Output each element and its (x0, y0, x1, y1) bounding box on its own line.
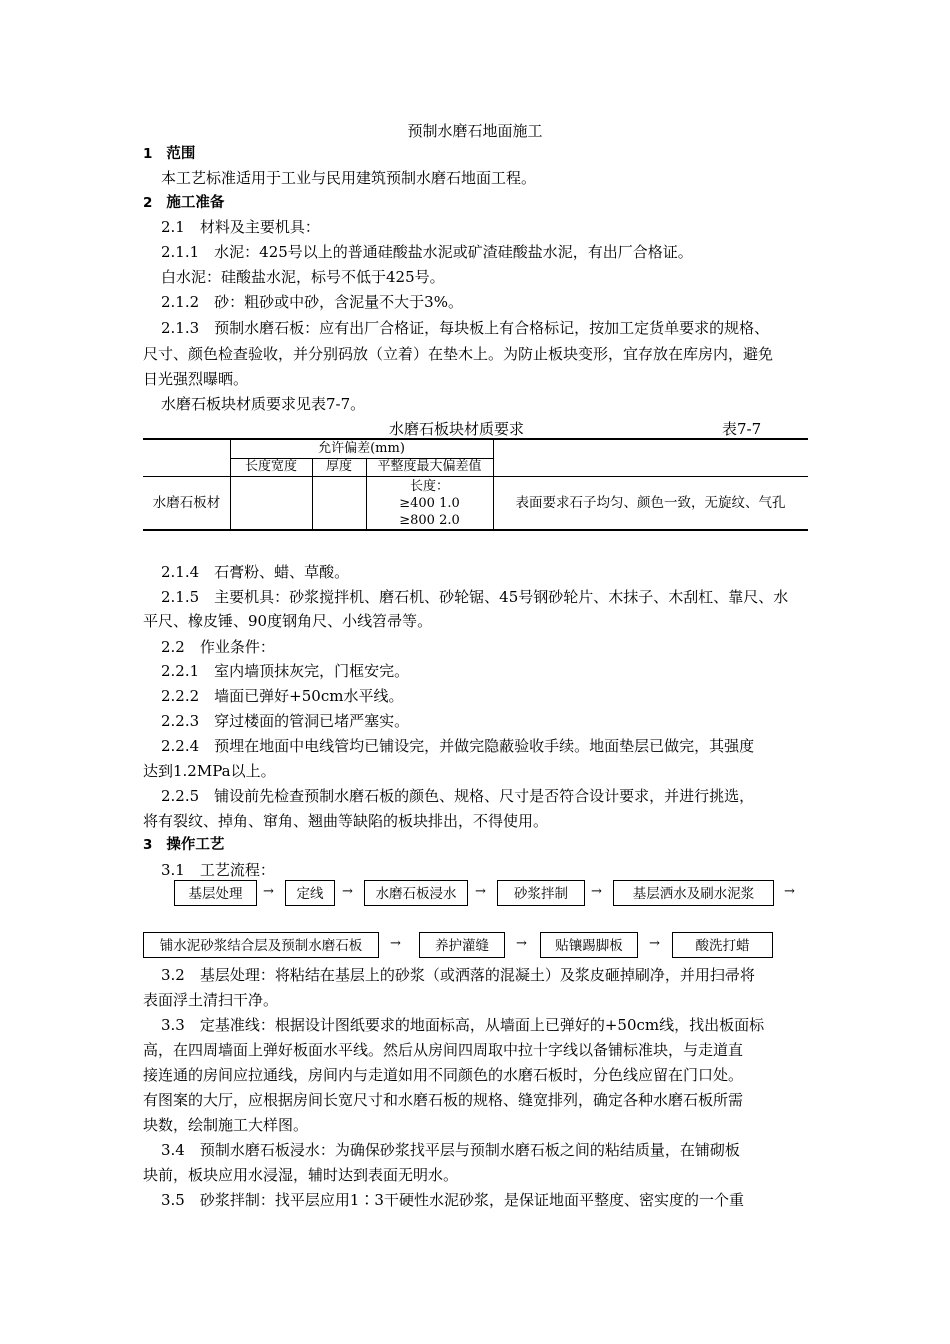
paragraph-3-3-line5: 块数，绘制施工大样图。 (143, 1116, 309, 1134)
table-col-flatness: 平整度最大偏差值 (377, 459, 482, 474)
flow-arrow-3: → (475, 884, 486, 899)
flow-arrow-4: → (591, 884, 602, 899)
table-col-thickness: 厚度 (325, 459, 352, 474)
table-row-name: 水磨石板材 (152, 495, 221, 511)
table-caption: 水磨石板块材质要求 (389, 420, 525, 438)
paragraph-2-2-3: 2.2.3 穿过楼面的管洞已堵严塞实。 (161, 712, 410, 730)
flow-step-wet-base-cement-slurry: 基层洒水及刷水泥浆 (613, 880, 774, 906)
table-col-length-width: 长度宽度 (244, 459, 297, 474)
flow-arrow-7: → (516, 936, 527, 951)
paragraph-2-2-4-line1: 2.2.4 预埋在地面中电线管均已铺设完，并做完隐蔽验收手续。地面垫层已做完，其强度 (161, 737, 755, 755)
flow-arrow-1: → (263, 884, 274, 899)
table-header-bottom-rule (143, 476, 808, 477)
flow-step-lay-mortar-and-slabs: 铺水泥砂浆结合层及预制水磨石板 (143, 932, 379, 958)
paragraph-2-1-3-line2: 尺寸、颜色检查验收，并分别码放（立着）在垫木上。为防止板块变形，宜存放在库房内，避免 (143, 345, 774, 363)
section-3-heading (143, 834, 813, 856)
section-1-number: 1 (143, 146, 153, 162)
section-2-title: 施工准备 (166, 195, 225, 211)
paragraph-3-2-line2: 表面浮土清扫干净。 (143, 991, 279, 1009)
paragraph-3-5-line1: 3.5 砂浆拌制：找平层应用1∶3干硬性水泥砂浆，是保证地面平整度、密实度的一个重 (161, 1191, 744, 1209)
paragraph-2-1: 2.1 材料及主要机具： (161, 218, 320, 236)
flow-step-acid-wash-wax: 酸洗打蜡 (672, 932, 773, 958)
paragraph-2-2-1: 2.2.1 室内墙顶抹灰完，门框安完。 (161, 662, 410, 680)
flow-step-mix-mortar: 砂浆拌制 (497, 880, 585, 906)
paragraph-2-1-3-line1: 2.1.3 预制水磨石板：应有出厂合格证，每块板上有合格标记，按加工定货单要求的规格、 (161, 319, 770, 337)
paragraph-2-1-3-table-ref: 水磨石板块材质要求见表7-7。 (161, 395, 366, 413)
table-top-rule (143, 438, 808, 440)
section-3-title: 操作工艺 (166, 837, 225, 853)
section-1-heading (143, 143, 813, 165)
flow-step-cure-grout: 养护灌缝 (419, 932, 505, 958)
document-title: 预制水磨石地面施工 (407, 122, 543, 140)
section-1-text: 本工艺标准适用于工业与民用建筑预制水磨石地面工程。 (161, 169, 537, 187)
paragraph-2-2-2: 2.2.2 墙面已弹好+50cm水平线。 (161, 687, 404, 705)
paragraph-3-3-line2: 高，在四周墙面上弹好板面水平线。然后从房间四周取中拉十字线以备铺标准块，与走道直 (143, 1041, 744, 1059)
section-3-number: 3 (143, 837, 153, 853)
table-group-header: 允许偏差(mm) (318, 441, 405, 456)
paragraph-2-2-5-line1: 2.2.5 铺设前先检查预制水磨石板的颜色、规格、尺寸是否符合设计要求，并进行挑选， (161, 787, 755, 805)
flow-step-base-treatment: 基层处理 (174, 880, 257, 906)
paragraph-3-1: 3.1 工艺流程： (161, 861, 275, 879)
table-remark: 表面要求石子均匀、颜色一致，无旋纹、气孔 (515, 495, 786, 511)
paragraph-3-3-line1: 3.3 定基准线：根据设计图纸要求的地面标高，从墙面上已弹好的+50cm线，找出板面标 (161, 1016, 765, 1034)
paragraph-2-2: 2.2 作业条件： (161, 638, 275, 656)
paragraph-2-1-3-line3: 日光强烈曝晒。 (143, 370, 249, 388)
paragraph-3-2-line1: 3.2 基层处理：将粘结在基层上的砂浆（或洒落的混凝土）及浆皮砸掉刷净，并用扫帚将 (161, 966, 755, 984)
flow-arrow-8: → (649, 936, 660, 951)
flow-arrow-5: → (784, 884, 795, 899)
paragraph-2-1-5-line2: 平尺、橡皮锤、90度钢角尺、小线笤帚等。 (143, 612, 433, 630)
paragraph-3-3-line3: 接连通的房间应拉通线，房间内与走道如用不同颜色的水磨石板时，分色线应留在门口处。 (143, 1066, 744, 1084)
flow-step-soak-slabs: 水磨石板浸水 (364, 880, 468, 906)
flow-step-skirting: 贴镶踢脚板 (540, 932, 638, 958)
table-vline-4 (493, 440, 494, 529)
paragraph-3-4-line2: 块前，板块应用水浸湿，辅时达到表面无明水。 (143, 1166, 459, 1184)
flow-arrow-6: → (390, 936, 401, 951)
paragraph-2-1-4: 2.1.4 石膏粉、蜡、草酸。 (161, 563, 350, 581)
section-2-heading (143, 192, 813, 214)
paragraph-3-3-line4: 有图案的大厅，应根据房间长宽尺寸和水磨石板的规格、缝宽排列，确定各种水磨石板所需 (143, 1091, 744, 1109)
table-flatness-line1: 长度： (409, 479, 449, 494)
paragraph-2-2-5-line2: 将有裂纹、掉角、窜角、翘曲等缺陷的板块排出，不得使用。 (143, 812, 549, 830)
paragraph-2-2-4-line2: 达到1.2MPa以上。 (143, 762, 276, 780)
flow-step-set-line: 定线 (285, 880, 335, 906)
paragraph-3-4-line1: 3.4 预制水磨石板浸水：为确保砂浆找平层与预制水磨石板之间的粘结质量，在铺砌板 (161, 1141, 740, 1159)
paragraph-2-1-1: 2.1.1 水泥：425号以上的普通硅酸盐水泥或矿渣硅酸盐水泥，有出厂合格证。 (161, 243, 693, 261)
paragraph-2-1-5-line1: 2.1.5 主要机具：砂浆搅拌机、磨石机、砂轮锯、45号钢砂轮片、木抹子、木刮杠、靠尺、水 (161, 588, 789, 606)
table-flatness-line2: ≥400 1.0 (399, 496, 460, 511)
table-flatness-line3: ≥800 2.0 (399, 513, 460, 528)
section-2-number: 2 (143, 195, 153, 211)
table-label: 表7-7 (722, 420, 762, 438)
table-bottom-rule (143, 529, 808, 531)
paragraph-2-1-1-white-cement: 白水泥：硅酸盐水泥，标号不低于425号。 (161, 268, 445, 286)
flow-arrow-2: → (342, 884, 353, 899)
paragraph-2-1-2: 2.1.2 砂：粗砂或中砂，含泥量不大于3%。 (161, 293, 463, 311)
section-1-title: 范围 (166, 146, 196, 162)
